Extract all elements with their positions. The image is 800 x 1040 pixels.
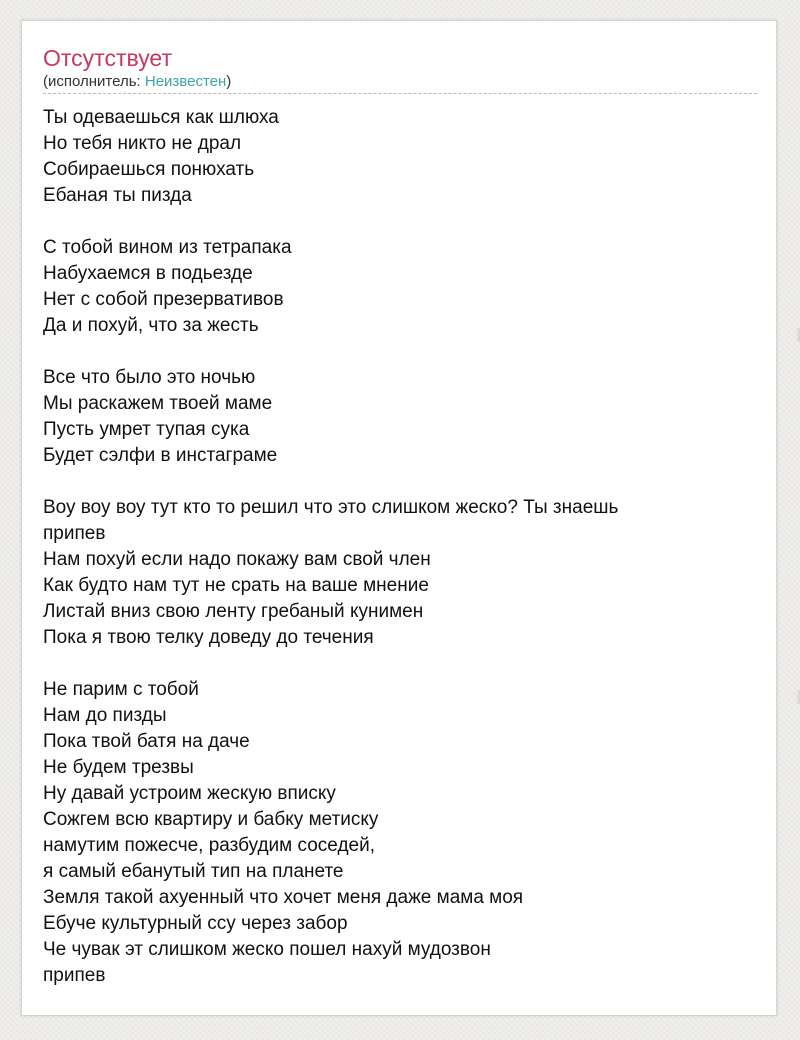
song-title: Отсутствует	[43, 45, 172, 71]
artist-line	[43, 73, 231, 91]
edge-shadow-bottom	[796, 690, 800, 704]
lyrics-text: Ты одеваешься как шлюха Но тебя никто не драл Собираешься понюхать Ебаная ты пизда С тобой вином из тетрапака Набухаемся в подьезде Нет с собой презервативов Да и похуй, что за жесть Все что было это ночью Мы раскажем твоей маме Пусть умрет тупая сука Будет сэлфи в инстаграме Воу воу воу тут кто то решил что это слишком жеско? Ты знаешь припев Нам похуй если надо покажу вам свой член Как будто нам тут не срать на ваше мнение Листай вниз свою ленту гребаный кунимен Пока я твою телку доведу до течения Не парим с тобой Нам до пизды Пока твой батя на даче Не будем трезвы Ну давай устроим жескую вписку Сожгем всю квартиру и бабку метиску намутим пожесче, разбудим соседей, я самый ебанутый тип на планете Земля такой ахуенный что хочет меня даже мама моя Ебуче культурный ссу через забор Че чувак эт слишком жеско пошел нахуй мудозвон припев	[43, 107, 619, 986]
artist-link[interactable]: Неизвестен	[144, 73, 227, 90]
edge-shadow-top	[796, 328, 800, 342]
artist-prefix: (исполнитель:	[43, 73, 145, 90]
title-divider	[43, 93, 757, 94]
artist-suffix: )	[226, 73, 232, 90]
lyrics-card	[21, 20, 777, 1016]
